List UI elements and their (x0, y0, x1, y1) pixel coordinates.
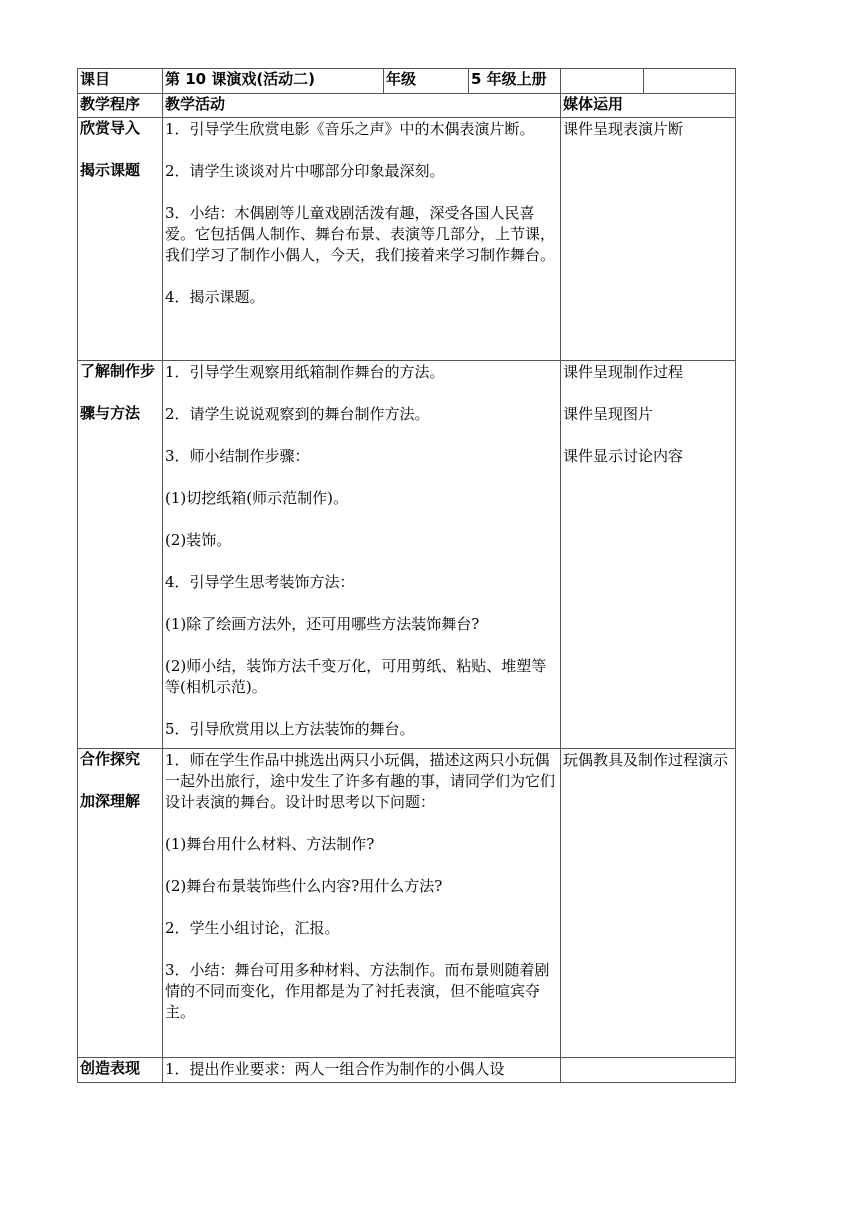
activity-item: 1．引导学生欣赏电影《音乐之声》中的木偶表演片断。 (165, 120, 535, 138)
activity-item: 4．揭示课题。 (165, 288, 265, 306)
activity-item: (2)师小结，装饰方法千变万化，可用剪纸、粘贴、堆塑等等(相机示范)。 (165, 657, 547, 696)
grade-value: 5 年级上册 (469, 69, 561, 94)
procedure-label: 合作探究 (80, 750, 141, 768)
media-cell (561, 361, 736, 749)
lesson-title: 第 10 课演戏(活动二) (163, 69, 384, 94)
table-row (78, 1058, 736, 1083)
activity-item: 3．小结：舞台可用多种材料、方法制作。而布景则随着剧情的不同而变化，作用都是为了衬托表演，但不能喧宾夺主。 (165, 961, 550, 1021)
activity-item: (2)装饰。 (165, 531, 232, 549)
activity-item: (1)切挖纸箱(师示范制作)。 (165, 489, 348, 507)
procedure-cell (78, 749, 163, 1058)
media-cell (561, 118, 736, 361)
activity-item: 1．引导学生观察用纸箱制作舞台的方法。 (165, 363, 445, 381)
lesson-plan-table (77, 68, 736, 1083)
procedure-label: 欣赏导入 (80, 119, 141, 137)
table-row (78, 361, 736, 749)
activity-column-header: 教学活动 (163, 94, 561, 118)
activity-item: 1．提出作业要求：两人一组合作为制作的小偶人设 (165, 1060, 505, 1078)
activity-cell (163, 1058, 561, 1083)
media-item: 课件呈现制作过程 (563, 363, 684, 381)
media-item: 课件显示讨论内容 (563, 447, 684, 465)
activity-item: 5．引导欣赏用以上方法装饰的舞台。 (165, 720, 415, 738)
procedure-cell (78, 361, 163, 749)
media-item: 玩偶教具及制作过程演示 (563, 751, 729, 769)
procedure-label (80, 361, 160, 382)
media-cell (561, 749, 736, 1058)
activity-cell (163, 118, 561, 361)
procedure-label-line: 了解制作步 (80, 362, 156, 380)
procedure-cell (78, 1058, 163, 1083)
media-column-header: 媒体运用 (561, 94, 736, 118)
activity-item: 2．请学生说说观察到的舞台制作方法。 (165, 405, 430, 423)
table-row (78, 749, 736, 1058)
activity-item: 2．学生小组讨论，汇报。 (165, 919, 340, 937)
activity-cell (163, 749, 561, 1058)
activity-item: (1)舞台用什么材料、方法制作? (165, 835, 375, 853)
header-extra-cell-2 (644, 69, 736, 94)
procedure-label: 创造表现 (80, 1059, 141, 1077)
procedure-label: 骤与方法 (80, 404, 141, 422)
header-extra-cell-1 (561, 69, 644, 94)
activity-item: 2．请学生谈谈对片中哪部分印象最深刻。 (165, 162, 445, 180)
activity-item: 1．师在学生作品中挑选出两只小玩偶，描述这两只小玩偶一起外出旅行，途中发生了许多有趣的事，请同学们为它们设计表演的舞台。设计时思考以下问题： (165, 751, 556, 811)
procedure-column-header: 教学程序 (78, 94, 163, 118)
activity-item: 3．师小结制作步骤： (165, 447, 310, 465)
procedure-label: 揭示课题 (80, 161, 141, 179)
media-item: 课件呈现图片 (563, 405, 654, 423)
subject-label: 课目 (78, 69, 163, 94)
procedure-cell (78, 118, 163, 361)
activity-item: (2)舞台布景装饰些什么内容?用什么方法? (165, 877, 443, 895)
activity-item: 3．小结：木偶剧等儿童戏剧活泼有趣，深受各国人民喜爱。它包括偶人制作、舞台布景、表演等几部分，上节课，我们学习了制作小偶人，今天，我们接着来学习制作舞台。 (165, 204, 556, 264)
header-row (78, 69, 736, 94)
table-row (78, 118, 736, 361)
column-header-row (78, 94, 736, 118)
media-cell (561, 1058, 736, 1083)
grade-label: 年级 (384, 69, 469, 94)
procedure-label: 加深理解 (80, 792, 141, 810)
media-item: 课件呈现表演片断 (563, 120, 684, 138)
activity-cell (163, 361, 561, 749)
activity-item: 4．引导学生思考装饰方法： (165, 573, 355, 591)
activity-item: (1)除了绘画方法外，还可用哪些方法装饰舞台? (165, 615, 480, 633)
